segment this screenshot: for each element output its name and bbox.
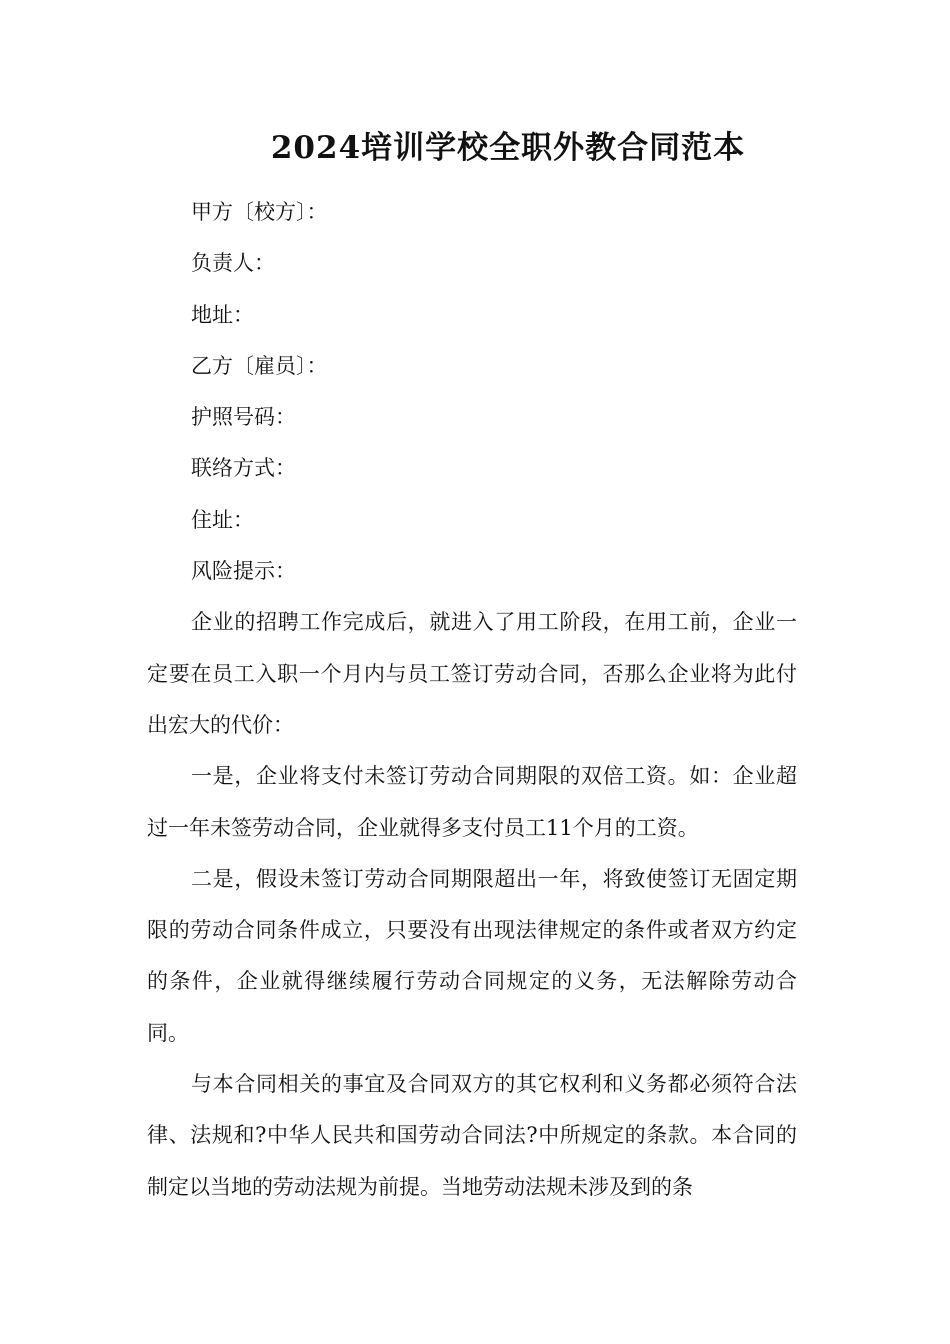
paragraph-first-risk: 一是，企业将支付未签订劳动合同期限的双倍工资。如：企业超过一年未签劳动合同，企业就得多支付员工11个月的工资。 [147, 764, 797, 840]
field-responsible-person: 负责人： [191, 251, 275, 276]
field-risk-notice: 风险提示： [191, 559, 296, 584]
field-contact: 联络方式： [191, 456, 296, 481]
paragraph-intro: 企业的招聘工作完成后，就进入了用工阶段，在用工前，企业一定要在员工入职一个月内与员工签订劳动合同，否那么企业将为此付出宏大的代价： [147, 610, 797, 737]
field-residence: 住址： [191, 507, 254, 532]
document-title: 2024培训学校全职外教合同范本 [270, 130, 746, 166]
field-party-a: 甲方〔校方〕： [191, 200, 328, 224]
document-body [147, 187, 797, 1213]
field-passport-number: 护照号码： [191, 405, 296, 430]
paragraph-second-risk: 二是，假设未签订劳动合同期限超出一年，将致使签订无固定期限的劳动合同条件成立，只要没有出现法律规定的条件或者双方约定的条件，企业就得继续履行劳动合同规定的义务，无法解除劳动合同。 [147, 866, 797, 1045]
paragraph-legal-basis: 与本合同相关的事宜及合同双方的其它权利和义务都必须符合法律、法规和?中华人民共和国劳动合同法?中所规定的条款。本合同的制定以当地的劳动法规为前提。当地劳动法规未涉及到的条 [147, 1072, 797, 1199]
field-address: 地址： [191, 302, 254, 327]
field-party-b: 乙方〔雇员〕： [191, 353, 328, 378]
